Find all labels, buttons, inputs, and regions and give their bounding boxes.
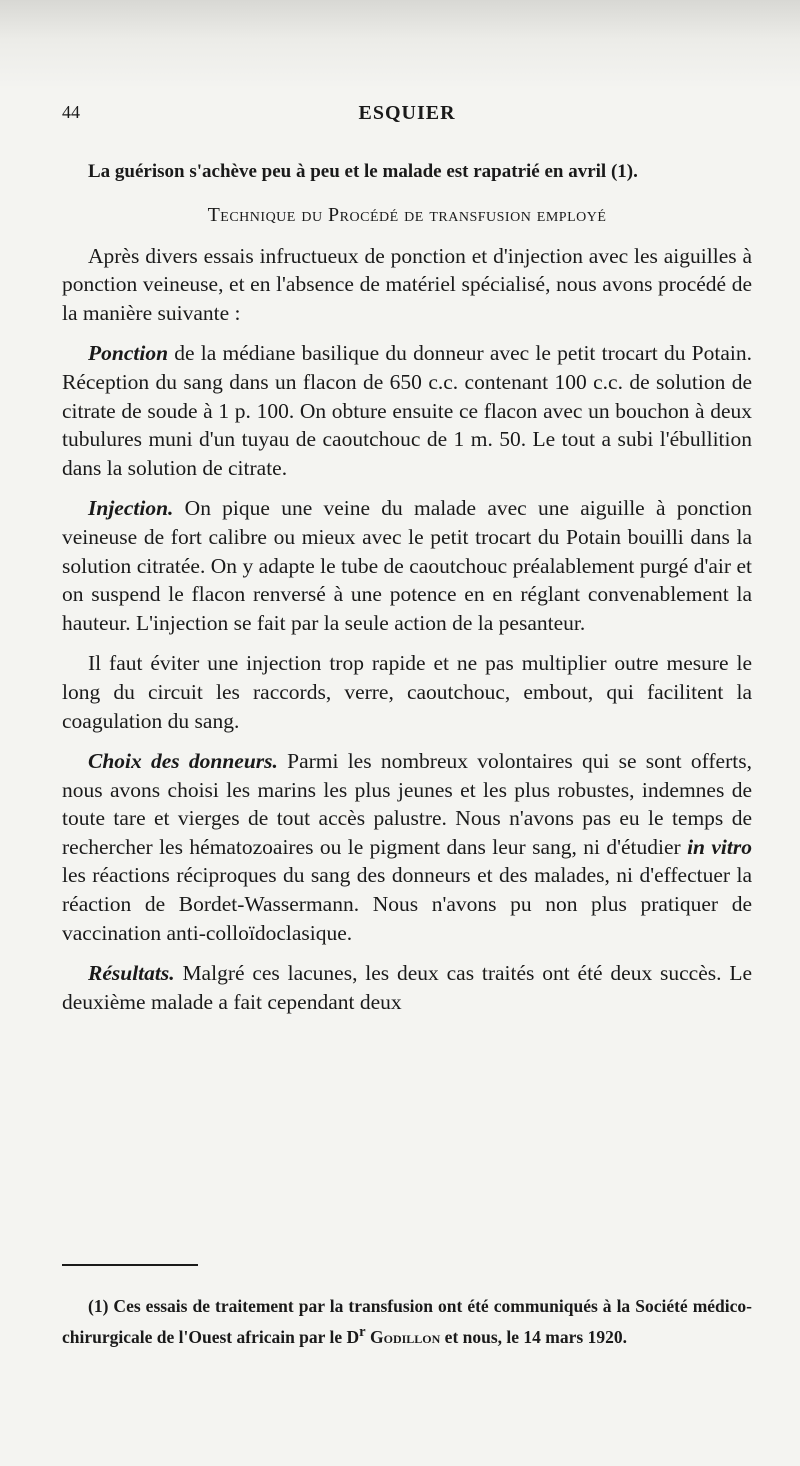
footnote-superscript: r: [359, 1324, 366, 1340]
paragraph-warning: Il faut éviter une injection trop rapide et ne pas multiplier outre mesure le long du circuit les raccords, verre, caoutchouc, embout, qui facilitent la coagulation du sang.: [62, 651, 752, 733]
body-text: [62, 158, 752, 1028]
footnote-name: Godillon: [370, 1326, 441, 1347]
section-title: Technique du Procédé de transfusion employé: [207, 204, 607, 226]
paragraph-injection: [62, 494, 752, 637]
footnote-text: [62, 1293, 752, 1350]
paragraph-lead-injection: Injection.: [88, 496, 174, 521]
paragraph-text-ponction: de la médiane basilique du donneur avec le petit trocart du Potain. Réception du sang dans un flacon de 650 c.c. contenant 100 c.c. de solution de citrate de soude à 1 p. 100. On obture ensuite ce flacon avec un bouchon à deux tubulures muni d'un tuyau de caoutchouc de 1 m. 50. Le tout a subi l'ébullition dans la solution de citrate.: [62, 341, 752, 480]
paragraph-text-donneurs-a: Parmi les nombreux volontaires qui se sont offerts, nous avons choisi les marins les plus jeunes et les plus robustes, indemnes de toute tare et vierges de tout accès palustre. Nous n'avons pas eu le temps de rechercher les hématozoaires ou le pigment dans leur sang, ni d'étudier: [62, 749, 752, 859]
paragraph-intro-procedure: Après divers essais infructueux de ponction et d'injection avec les aiguilles à ponction veineuse, et en l'absence de matériel spécialisé, nous avons procédé de la manière suivante :: [62, 243, 752, 325]
paragraph-lead-resultats: Résultats.: [88, 961, 175, 986]
paragraph-resultats: [62, 959, 752, 1016]
paragraph-lead-ponction: Ponction: [88, 341, 169, 366]
paragraph-text-donneurs-b: les réactions réciproques du sang des donneurs et des malades, ni d'effectuer la réaction de Bordet-Wassermann. Nous n'avons pu non plus pratiquer de vaccination anti-colloïdoclasique.: [62, 863, 752, 945]
footnote: [62, 1293, 752, 1350]
paragraph-lead-donneurs: Choix des donneurs.: [88, 749, 278, 774]
paragraph-donneurs: [62, 747, 752, 947]
footnote-text-b: et nous, le 14 mars 1920.: [440, 1326, 627, 1347]
footnote-divider: [62, 1264, 198, 1266]
running-head: ESQUIER: [358, 102, 456, 124]
paragraph-text-resultats: Malgré ces lacunes, les deux cas traités ont été deux succès. Le deuxième malade a fait cependant deux: [62, 961, 752, 1014]
paragraph-text-injection: On pique une veine du malade avec une aiguille à ponction veineuse de fort calibre ou mieux avec le petit trocart du Potain bouilli dans la solution citratée. On y adapte le tube de caoutchouc préalablement purgé d'air et on suspend le flacon renversé à une potence en en réglant convenablement la hauteur. L'injection se fait par la seule action de la pesanteur.: [62, 496, 752, 635]
paragraph-ponction: [62, 339, 752, 482]
intro-paragraph: La guérison s'achève peu à peu et le malade est rapatrié en avril (1).: [88, 161, 638, 182]
page-number: 44: [62, 102, 80, 122]
footnote-text-a: (1) Ces essais de traitement par la transfusion ont été communiqués à la Société médico-chirurgicale de l'Ouest africain par le D: [62, 1296, 752, 1347]
in-vitro-term: in vitro: [687, 834, 752, 859]
